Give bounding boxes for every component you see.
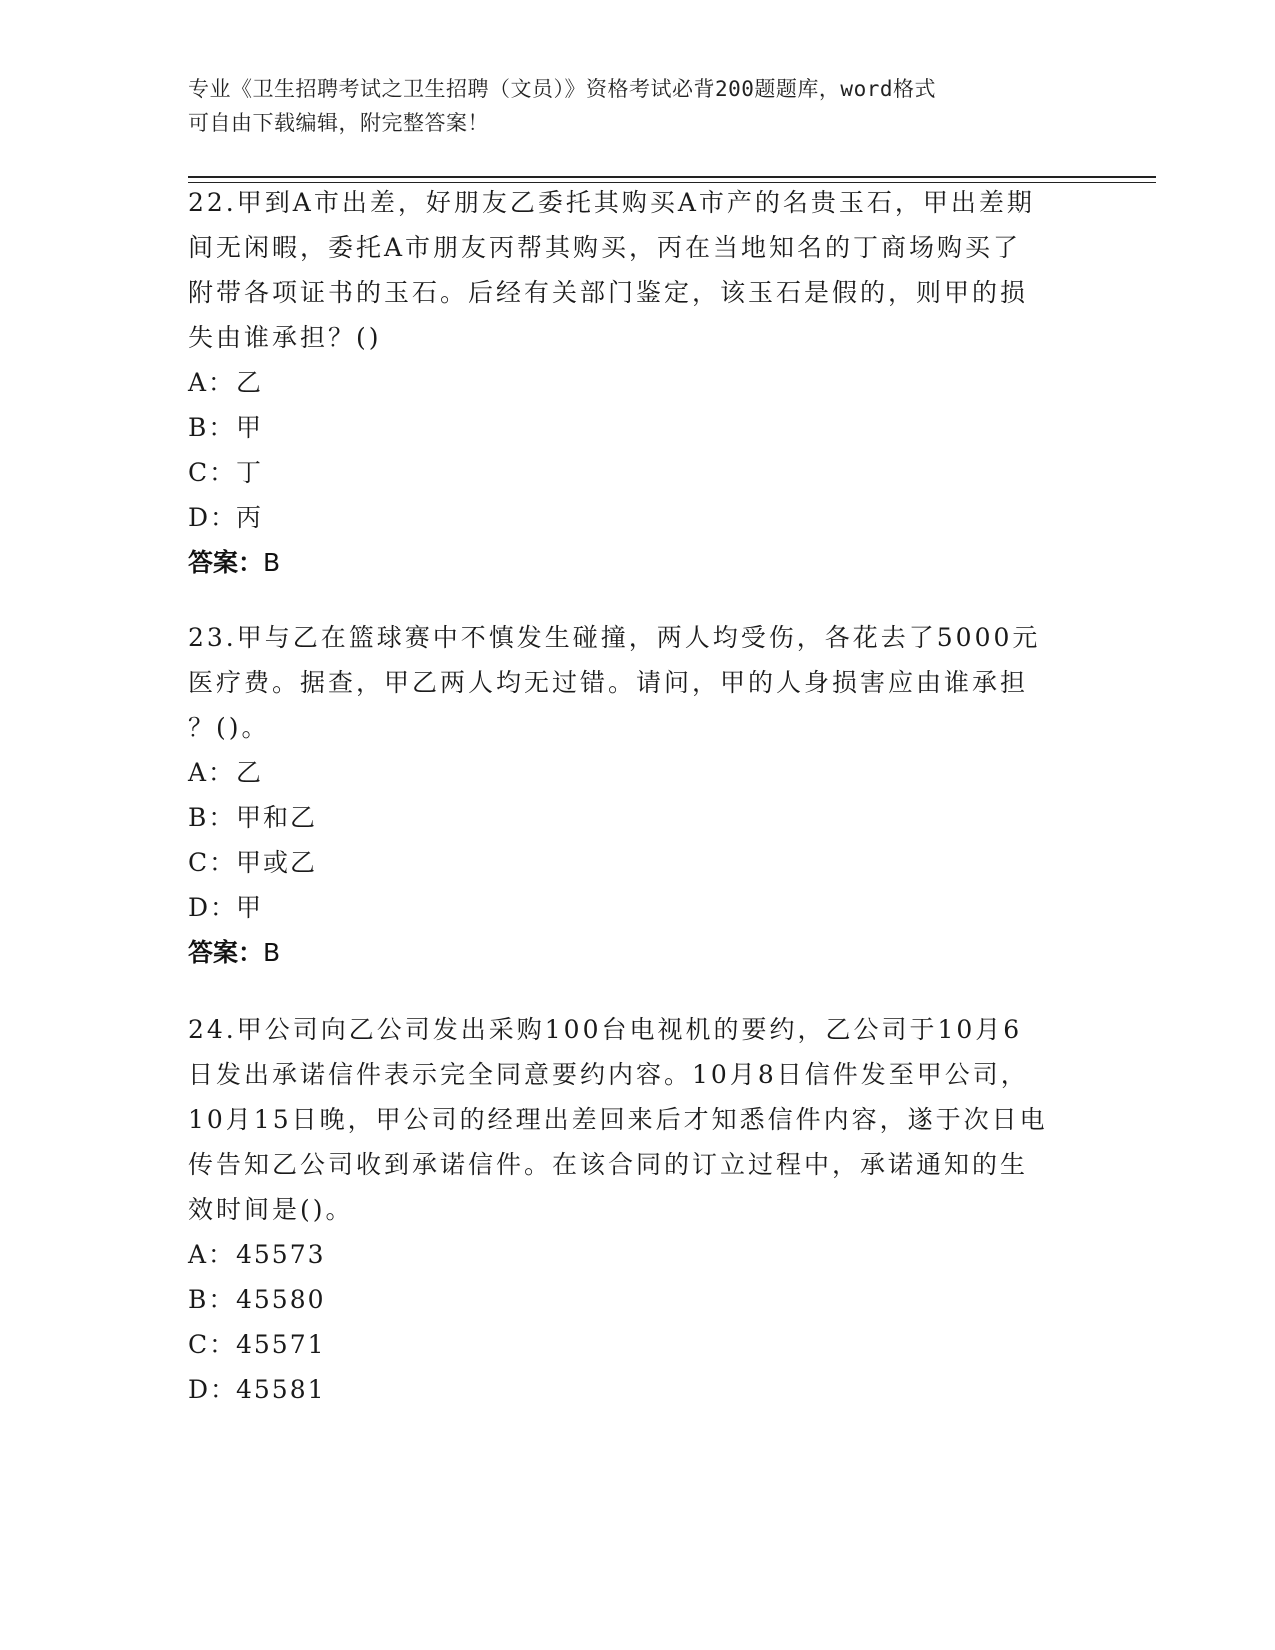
option-value: 45573 xyxy=(236,1240,326,1269)
option-value: 乙 xyxy=(236,758,264,787)
answer-value: B xyxy=(263,548,281,577)
option-c xyxy=(188,840,1088,885)
question-line: 附带各项证书的玉石。后经有关部门鉴定，该玉石是假的，则甲的损 xyxy=(188,278,1029,307)
answer-line xyxy=(188,930,1088,976)
option-value: 45581 xyxy=(236,1375,326,1404)
option-a xyxy=(188,750,1088,795)
option-key: A： xyxy=(188,1240,236,1269)
option-b xyxy=(188,1277,1088,1322)
question-23 xyxy=(188,615,1088,976)
answer-label: 答案： xyxy=(188,548,264,577)
question-line: 10月15日晚，甲公司的经理出差回来后才知悉信件内容，遂于次日电 xyxy=(188,1105,1048,1134)
option-c xyxy=(188,450,1088,495)
option-d xyxy=(188,885,1088,930)
question-24 xyxy=(188,1007,1088,1412)
question-line: 失由谁承担？() xyxy=(188,323,382,352)
document-header xyxy=(188,72,1088,140)
question-22 xyxy=(188,180,1088,586)
option-value: 甲和乙 xyxy=(236,803,318,832)
question-line: 甲到A市出差，好朋友乙委托其购买A市产的名贵玉石，甲出差期 xyxy=(236,188,1035,217)
option-key: C： xyxy=(188,458,237,487)
question-line: ？()。 xyxy=(188,713,270,742)
option-key: D： xyxy=(188,893,238,922)
option-key: D： xyxy=(188,503,238,532)
option-value: 45580 xyxy=(236,1285,326,1314)
question-text xyxy=(188,1007,1088,1232)
option-key: B： xyxy=(188,413,236,442)
header-divider-thick xyxy=(188,176,1156,178)
option-key: B： xyxy=(188,803,236,832)
option-key: C： xyxy=(188,1330,237,1359)
option-a xyxy=(188,1232,1088,1277)
question-text xyxy=(188,180,1088,360)
question-text xyxy=(188,615,1088,750)
header-line-2: 可自由下载编辑，附完整答案！ xyxy=(188,111,489,135)
option-key: D： xyxy=(188,1375,238,1404)
option-value: 丙 xyxy=(236,503,264,532)
question-line: 医疗费。据查，甲乙两人均无过错。请问，甲的人身损害应由谁承担 xyxy=(188,668,1029,697)
option-key: C： xyxy=(188,848,237,877)
option-a xyxy=(188,360,1088,405)
header-line-1: 专业《卫生招聘考试之卫生招聘（文员）》资格考试必背200题题库，word格式 xyxy=(188,77,936,101)
answer-label: 答案： xyxy=(188,938,264,967)
question-number: 23. xyxy=(188,623,237,652)
option-b xyxy=(188,795,1088,840)
question-line: 甲公司向乙公司发出采购100台电视机的要约，乙公司于10月6 xyxy=(236,1015,1023,1044)
option-key: B： xyxy=(188,1285,236,1314)
option-d xyxy=(188,1367,1088,1412)
option-value: 甲或乙 xyxy=(236,848,318,877)
option-value: 甲 xyxy=(236,893,264,922)
option-value: 丁 xyxy=(236,458,264,487)
answer-value: B xyxy=(263,938,281,967)
option-key: A： xyxy=(188,368,236,397)
question-number: 22. xyxy=(188,188,237,217)
answer-line xyxy=(188,540,1088,586)
option-d xyxy=(188,495,1088,540)
option-value: 甲 xyxy=(236,413,264,442)
question-line: 效时间是()。 xyxy=(188,1195,354,1224)
question-line: 甲与乙在篮球赛中不慎发生碰撞，两人均受伤，各花去了5000元 xyxy=(236,623,1041,652)
option-key: A： xyxy=(188,758,236,787)
option-value: 乙 xyxy=(236,368,264,397)
question-line: 间无闲暇，委托A市朋友丙帮其购买，丙在当地知名的丁商场购买了 xyxy=(188,233,1022,262)
option-value: 45571 xyxy=(236,1330,326,1359)
option-c xyxy=(188,1322,1088,1367)
option-b xyxy=(188,405,1088,450)
question-line: 传告知乙公司收到承诺信件。在该合同的订立过程中，承诺通知的生 xyxy=(188,1150,1029,1179)
question-number: 24. xyxy=(188,1015,237,1044)
question-line: 日发出承诺信件表示完全同意要约内容。10月8日信件发至甲公司， xyxy=(188,1060,1029,1089)
